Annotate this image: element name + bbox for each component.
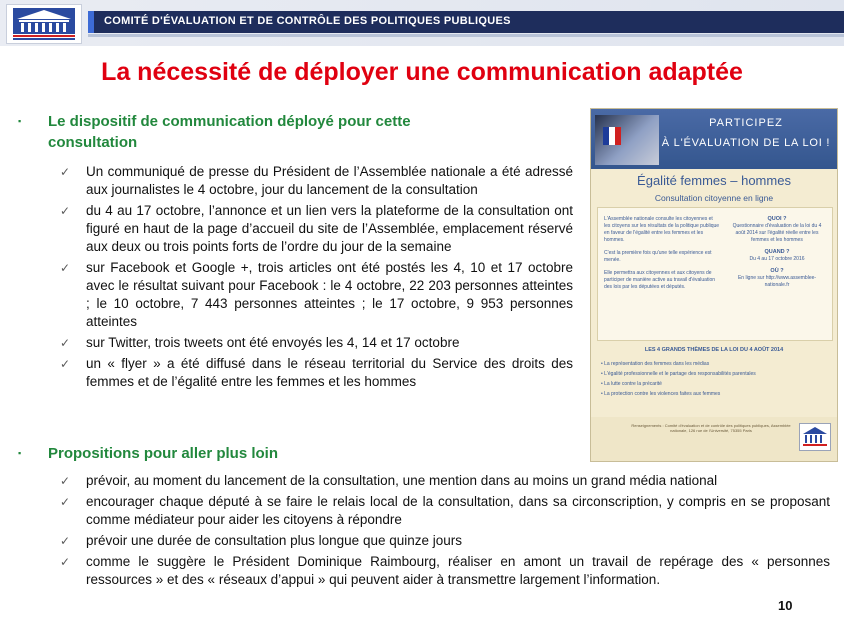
list-item <box>58 493 830 529</box>
flyer-info-box <box>597 207 833 341</box>
page-number: 10 <box>778 598 793 613</box>
square-bullet-icon: ▪ <box>18 116 22 126</box>
flyer-paragraph: C'est la première fois qu'une telle expérience est menée. <box>604 250 712 263</box>
flyer-themes-title: LES 4 GRANDS THÈMES DE LA LOI DU 4 AOÛT 2014 <box>644 347 784 353</box>
flyer-paragraph: Elle permettra aux citoyennes et aux citoyens de participer de manière active au travail d'évaluation des lois par les députées et députés. <box>604 270 716 290</box>
flyer-theme-item: • La protection contre les violences faites aux femmes <box>601 391 721 397</box>
list-item <box>58 553 830 589</box>
list-item-text: comme le suggère le Président Dominique Raimbourg, réaliser en amont un travail de repérage des « personnes ressources » et des « réseaux d’appui » qui peuvent aider à transmettre largement l’information. <box>86 554 830 587</box>
flyer-image <box>590 108 838 462</box>
list-item-text: sur Facebook et Google +, trois articles ont été postés les 4, 10 et 17 octobre avec le résultat suivant pour Facebook : le 4 octobre, 22 203 personnes atteintes ; le 10 octobre, 7 443 personnes atteintes ; le 17 octobre, 9 953 personnes atteintes <box>86 260 573 329</box>
flyer-theme-item: • L'égalité professionnelle et le partage des responsabilités parentales <box>601 371 756 377</box>
flyer-theme-text: La représentation des femmes dans les médias <box>604 361 710 367</box>
flyer-question: QUAND ? <box>764 249 790 255</box>
list-item <box>58 202 573 256</box>
list-item-text: du 4 au 17 octobre, l’annonce et un lien vers la plateforme de la consultation ont figuré en haut de la page d’accueil du site de l’Assemblée, emplacement réservé aux deux ou trois points forts de l’ordre du jour de la semaine <box>86 203 573 254</box>
check-icon: ✓ <box>60 357 71 371</box>
list-item-text: prévoir une durée de consultation plus longue que quinze jours <box>86 533 463 548</box>
check-icon: ✓ <box>60 261 71 275</box>
flyer-theme-text: La protection contre les violences faites aux femmes <box>604 391 721 397</box>
list-item-text: Un communiqué de presse du Président de l’Assemblée nationale a été adressé aux journalistes le 4 octobre, jour du lancement de la consultation <box>86 164 573 197</box>
slide-title: La nécessité de déployer une communication adaptée <box>101 58 743 86</box>
assemblee-logo-icon <box>799 423 831 451</box>
check-icon: ✓ <box>60 555 71 569</box>
flyer-title-line2: À L'ÉVALUATION DE LA LOI ! <box>661 137 831 149</box>
section-heading-text: Propositions pour aller plus loin <box>48 445 279 462</box>
flyer-footer-text: Renseignements : Comité d'évaluation et de contrôle des politiques publiques, Assemblée nationale, 126 rue de l'Université, 75355 Paris <box>631 423 791 433</box>
flyer-theme-item: • La représentation des femmes dans les médias <box>601 361 710 367</box>
flyer-footer <box>591 417 837 461</box>
flyer-question: OÙ ? <box>770 268 784 274</box>
flyer-paragraph: L'Assemblée nationale consulte les citoyennes et les citoyens sur les résultats de la politique publique en faveur de l'égalité entre les femmes et les hommes. <box>604 216 720 243</box>
flyer-photo <box>595 115 659 165</box>
flyer-theme-item: • La lutte contre la précarité <box>601 381 662 387</box>
section-heading-text: Le dispositif de communication déployé pour cette consultation <box>48 113 411 151</box>
list-item <box>58 472 830 490</box>
list-item <box>58 259 573 331</box>
header-banner <box>0 0 844 46</box>
flyer-themes-list <box>601 359 831 399</box>
propositions-list <box>58 472 830 592</box>
flyer-answer: En ligne sur http://www.assemblee-nationale.fr <box>737 275 817 288</box>
check-icon: ✓ <box>60 474 71 488</box>
flyer-theme-text: La lutte contre la précarité <box>604 381 662 387</box>
check-icon: ✓ <box>60 204 71 218</box>
banner-divider <box>88 34 844 37</box>
flyer-question: QUOI ? <box>767 216 787 222</box>
square-bullet-icon: ▪ <box>18 448 22 458</box>
flyer-heading: Égalité femmes – hommes <box>637 173 791 188</box>
list-item <box>58 163 573 199</box>
flyer-left-column <box>604 216 720 297</box>
flyer-answer: Du 4 au 17 octobre 2016 <box>749 256 805 262</box>
check-icon: ✓ <box>60 336 71 350</box>
list-item <box>58 334 573 352</box>
flag-stripe <box>615 127 621 145</box>
flyer-subheading: Consultation citoyenne en ligne <box>654 193 774 203</box>
list-item-text: un « flyer » a été diffusé dans le réseau territorial du Service des droits des femmes et de l’égalité entre les femmes et les hommes <box>86 356 573 389</box>
list-item-text: sur Twitter, trois tweets ont été envoyés les 4, 14 et 17 octobre <box>86 335 460 350</box>
check-icon: ✓ <box>60 534 71 548</box>
banner-text: COMITÉ D'ÉVALUATION ET DE CONTRÔLE DES POLITIQUES PUBLIQUES <box>104 15 511 27</box>
list-item-text: prévoir, au moment du lancement de la consultation, une mention dans au moins un grand média national <box>86 473 718 488</box>
list-item <box>58 355 573 391</box>
flyer-answer: Questionnaire d'évaluation de la loi du 4 août 2014 sur l'égalité réelle entre les femmes et les hommes <box>732 223 822 243</box>
flyer-header <box>591 109 837 169</box>
flyer-title-line1: PARTICIPEZ <box>709 117 783 129</box>
flyer-right-column <box>728 216 826 294</box>
check-icon: ✓ <box>60 495 71 509</box>
list-item-text: encourager chaque député à se faire le relais local de la consultation, dans sa circonscription, y compris en se proposant comme médiateur pour aider les citoyens à répondre <box>86 494 830 527</box>
dispositif-list <box>58 163 573 394</box>
assemblee-nationale-logo <box>6 4 82 44</box>
list-item <box>58 532 830 550</box>
banner-title-bar <box>88 11 844 33</box>
check-icon: ✓ <box>60 165 71 179</box>
flyer-theme-text: L'égalité professionnelle et le partage des responsabilités parentales <box>604 371 756 377</box>
